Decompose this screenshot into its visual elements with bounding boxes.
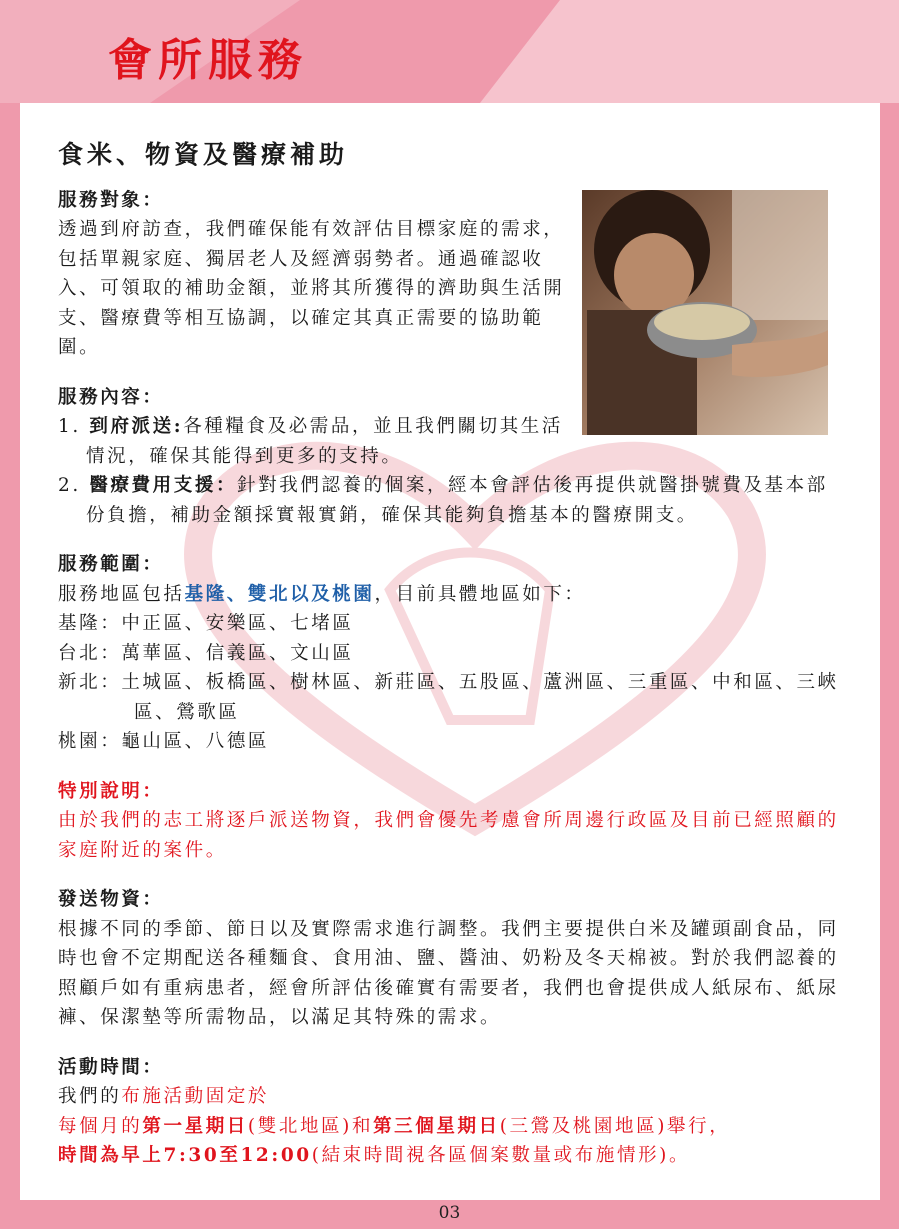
content-item-2: 2. 醫療費用支援：針對我們認養的個案，經本會評估後再提供就醫掛號費及基本部份負擔，補助金額採實報實銷，確保其能夠負擔基本的醫療開支。 [58,475,828,526]
content-label: 服務內容： [58,386,164,408]
scope-label: 服務範圍： [58,554,164,575]
section-heading: 食米、物資及醫療補助 [58,140,349,169]
scope-intro: 服務地區包括基隆、雙北以及桃園，目前具體地區如下： [58,583,586,605]
region-taipei: 台北：萬華區、信義區、文山區 [58,642,354,664]
target-text: 透過到府訪查，我們確保能有效評估目標家庭的需求，包括單親家庭、獨居老人及經濟弱勢者。通過確認收入、可領取的補助金額，並將其所獲得的濟助與生活開支、醫療費等相互協調，以確定其真正需要的協助範圍。 [58,219,565,358]
supplies-text: 根據不同的季節、節日以及實際需求進行調整。我們主要提供白米及罐頭副食品，同時也會不定期配送各種麵食、食用油、鹽、醬油、奶粉及冬天棉被。對於我們認養的照顧戶如有重病患者，經會所評估後確實有需要者，我們也會提供成人紙尿布、紙尿褲、保潔墊等所需物品，以滿足其特殊的需求。 [58,918,839,1028]
schedule-line-3: 時間為早上7:30至12:00(結束時間視各區個案數量或布施情形)。 [58,1145,691,1166]
main-content [58,140,848,1171]
special-label: 特別說明： [58,780,164,802]
schedule-line-1: 我們的布施活動固定於 [58,1086,270,1107]
region-taoyuan: 桃園：龜山區、八德區 [58,731,270,752]
page-title: 會所服務 [108,35,308,86]
region-keelung: 基隆：中正區、安樂區、七堵區 [58,613,354,634]
special-text: 由於我們的志工將逐戶派送物資，我們會優先考慮會所周邊行政區及目前已經照顧的家庭附近的案件。 [58,810,839,861]
page-number: 03 [438,1203,461,1223]
region-new-taipei: 新北：土城區、板橋區、樹林區、新莊區、五股區、蘆洲區、三重區、中和區、三峽區、鶯歌區 [58,672,839,723]
target-label: 服務對象： [58,189,164,211]
schedule-label: 活動時間： [58,1056,164,1078]
content-item-1: 1. 到府派送:各種糧食及必需品，並且我們關切其生活情況，確保其能得到更多的支持。 [58,416,563,467]
supplies-label: 發送物資： [58,889,164,910]
schedule-line-2: 每個月的第一星期日(雙北地區)和第三個星期日(三鶯及桃園地區)舉行， [58,1115,731,1137]
